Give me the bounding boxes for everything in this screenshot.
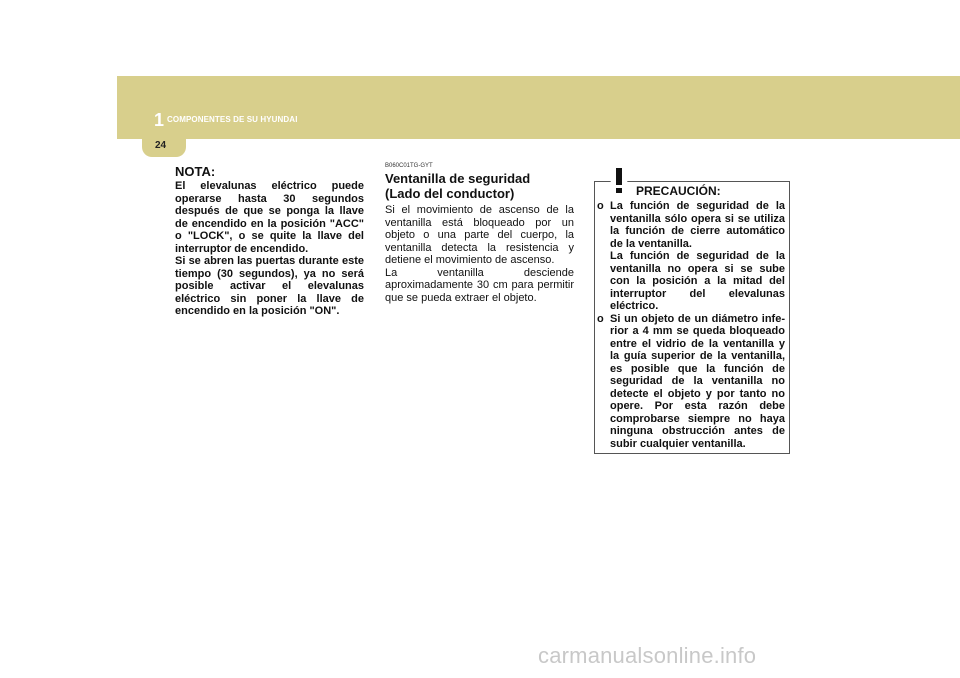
caution-item [597, 313, 785, 451]
chapter-number: 1 [154, 110, 165, 130]
nota-title: NOTA: [175, 164, 216, 179]
safety-window-section [385, 163, 574, 304]
section-heading [385, 171, 574, 201]
page-number: 24 [155, 140, 167, 151]
section-heading-line: Ventanilla de seguridad [385, 171, 531, 186]
caution-list [597, 200, 785, 450]
section-code: B060C01TG-GYT [385, 163, 433, 169]
chapter-title: COMPONENTES DE SU HYUNDAI [167, 115, 298, 124]
bullet: o [597, 312, 604, 325]
caution-item-text [610, 200, 785, 313]
watermark: carmanualsonline.info [538, 643, 757, 668]
nota-block [175, 164, 364, 318]
warning-exclamation-icon [603, 165, 635, 195]
section-body [385, 204, 574, 304]
caution-item [597, 200, 785, 313]
section-body-paragraph: La ventanilla desciende aproximadamente 30 cm para permitir que se pueda extraer el objeto. [385, 266, 574, 304]
caution-title: PRECAUCIÓN: [636, 184, 721, 198]
section-heading-line: (Lado del conductor) [385, 186, 515, 201]
caution-paragraph: La función de seguridad de la ventanilla sólo opera si se utiliza la función de cierre automático de la ventanilla. [610, 200, 785, 250]
caution-paragraph: Si un objeto de un diámetro infe-rior a 4 mm se queda bloqueado entre el vidrio de la ventanilla y la guía superior de la ventanilla, es posible que la función de seguridad de la ventanilla no detecte el objeto y por tanto no opere. Por esta razón debe comprobarse siempre no haya ninguna obstrucción antes de subir cualquier ventanilla. [610, 312, 785, 450]
nota-paragraph: El elevalunas eléctrico puede operarse hasta 30 segundos después de que se ponga la llave de encendido en la posición "ACC" o "LOCK", o se quite la llave del interruptor de encendido. [175, 180, 364, 255]
nota-paragraph: Si se abren las puertas durante este tiempo (30 segundos), ya no será posible activar el elevalunas eléctrico sin poner la llave de encendido en la posición "ON". [175, 255, 364, 317]
bullet: o [597, 200, 604, 212]
section-body-paragraph: Si el movimiento de ascenso de la ventanilla está bloqueado por un objeto o una parte del cuerpo, la ventanilla detecta la resistencia y detiene el movimiento de ascenso. [385, 204, 574, 266]
caution-item-text [610, 313, 785, 451]
caution-paragraph: La función de seguridad de la ventanilla no opera si se sube con la posición a la mitad del interruptor del elevalunas eléctrico. [610, 250, 785, 312]
header-band [117, 76, 960, 139]
